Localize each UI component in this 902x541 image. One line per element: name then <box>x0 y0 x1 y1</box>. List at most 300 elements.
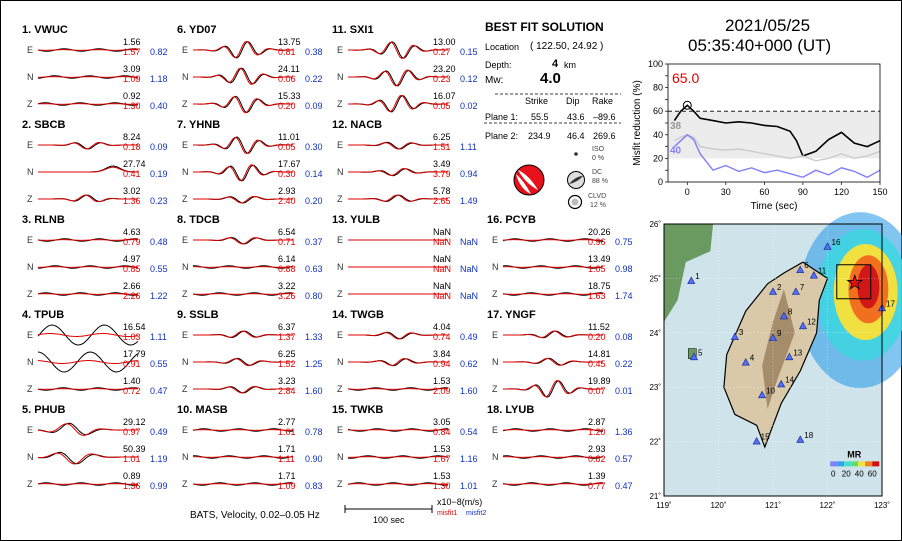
channel-row <box>332 227 482 253</box>
station-id-label: 17 <box>886 299 895 309</box>
y-tick-label: 100 <box>647 59 663 69</box>
channel-row <box>332 254 482 280</box>
misfit1-value: 1.03 <box>123 332 141 342</box>
station-id-label: 10 <box>766 386 776 396</box>
peak-amplitude: 20.26 <box>588 227 611 237</box>
channel-label: E <box>27 140 34 150</box>
channel-label: Z <box>182 194 188 204</box>
misfit2-value: 0.15 <box>460 47 478 57</box>
peak-amplitude: 3.84 <box>433 349 451 359</box>
channel-label: E <box>27 45 34 55</box>
misfit2-value: 0.49 <box>460 332 478 342</box>
channel-row <box>22 254 172 280</box>
y-tick-label: 20 <box>652 153 663 164</box>
channel-label: E <box>337 235 344 245</box>
colorbar-swatch <box>865 461 872 466</box>
y-tick-label: 40 <box>652 129 663 140</box>
misfit1-value: 0.85 <box>123 264 141 274</box>
misfit1-value: 0.79 <box>123 237 141 247</box>
x-tick-label: 0 <box>684 187 690 197</box>
channel-row <box>22 37 172 63</box>
misfit2-value: 0.57 <box>615 454 633 464</box>
channel-label: N <box>492 452 499 462</box>
lat-label: 22˚ <box>649 437 661 447</box>
channel-row <box>177 227 327 253</box>
misfit-reduction-chart <box>628 58 890 218</box>
misfit1-value: 1.30 <box>433 481 451 491</box>
station-panel <box>332 24 482 116</box>
station-title: 6. YD07 <box>177 24 217 36</box>
lon-label: 122˚ <box>819 501 836 510</box>
misfit2-value: NaN <box>460 264 479 274</box>
plane1-label: Plane 1: <box>485 112 519 122</box>
units-label: x10−8(m/s) <box>437 497 483 507</box>
colorbar-swatch <box>872 461 879 466</box>
peak-amplitude: 6.14 <box>278 254 296 264</box>
channel-label: Z <box>337 289 343 299</box>
mw-value: 4.0 <box>540 70 561 87</box>
misfit1-value: 0.45 <box>588 359 606 369</box>
misfit2-value: 1.60 <box>305 386 323 396</box>
channel-label: E <box>337 330 344 340</box>
station-panel <box>332 309 482 401</box>
peak-amplitude: 1.71 <box>278 444 296 454</box>
channel-row <box>487 322 637 348</box>
channel-row <box>177 281 327 307</box>
channel-row <box>487 376 637 402</box>
channel-row <box>22 64 172 90</box>
peak-amplitude: 0.92 <box>123 91 141 101</box>
misfit1-value: 3.79 <box>433 169 451 179</box>
peak-amplitude: 5.78 <box>433 186 451 196</box>
channel-label: E <box>337 140 344 150</box>
lat-label: 24˚ <box>649 328 661 338</box>
channel-row <box>177 91 327 117</box>
misfit1-value: NaN <box>433 237 452 247</box>
station-panel <box>177 309 327 401</box>
misfit2-value: 0.14 <box>305 169 323 179</box>
plane2-rake: 269.6 <box>593 131 616 141</box>
peak-amplitude: 2.93 <box>588 444 606 454</box>
misfit2-value: 0.47 <box>615 481 633 491</box>
misfit2-value: 0.09 <box>150 142 168 152</box>
channel-label: Z <box>492 289 498 299</box>
station-title: 16. PCYB <box>487 214 536 226</box>
peak-amplitude: 3.22 <box>278 281 296 291</box>
station-panel <box>177 24 327 116</box>
station-panel <box>22 404 172 496</box>
channel-row <box>22 417 172 443</box>
misfit2-value: 1.22 <box>150 291 168 301</box>
station-title: 12. NACB <box>332 119 383 131</box>
station-title: 7. YHNB <box>177 119 221 131</box>
station-panel <box>177 214 327 306</box>
peak-amplitude: 4.97 <box>123 254 141 264</box>
channel-label: N <box>27 262 34 272</box>
misfit1-value: 1.67 <box>433 454 451 464</box>
misfit1-value: 0.97 <box>123 427 141 437</box>
misfit2-value: 0.94 <box>460 169 478 179</box>
channel-label: N <box>27 452 34 462</box>
misfit2-value: 0.54 <box>460 427 478 437</box>
misfit1-value: 2.26 <box>123 291 141 301</box>
misfit2-value: 0.47 <box>150 386 168 396</box>
misfit2-value: 0.22 <box>305 74 323 84</box>
blue-series-label: 40 <box>670 145 682 157</box>
station-id-label: 5 <box>697 348 703 358</box>
peak-amplitude: 11.01 <box>278 132 300 142</box>
plane1-strike: 55.5 <box>531 112 549 122</box>
lat-label: 21˚ <box>649 492 661 501</box>
peak-amplitude: 1.53 <box>433 471 451 481</box>
station-panel <box>332 119 482 211</box>
misfit2-value: NaN <box>460 237 479 247</box>
channel-label: E <box>492 330 499 340</box>
misfit2-value: 0.22 <box>615 359 633 369</box>
plane2-strike: 234.9 <box>528 131 551 141</box>
misfit1-value: 2.84 <box>278 386 296 396</box>
channel-row <box>177 254 327 280</box>
misfit1-value: NaN <box>433 264 452 274</box>
station-panel <box>332 214 482 306</box>
peak-amplitude: 3.02 <box>123 186 141 196</box>
channel-label: E <box>182 140 189 150</box>
misfit2-value: 0.98 <box>615 264 633 274</box>
station-panel <box>22 119 172 211</box>
peak-amplitude: 14.81 <box>588 349 611 359</box>
station-panel <box>177 404 327 496</box>
colorbar-tick-label: 0 <box>830 469 836 479</box>
y-tick-label: 80 <box>652 82 663 93</box>
channel-label: E <box>182 425 189 435</box>
misfit1-value: 2.65 <box>433 196 451 206</box>
peak-amplitude: 6.54 <box>278 227 296 237</box>
misfit1-value: 0.88 <box>278 264 296 274</box>
peak-amplitude: 6.25 <box>278 349 296 359</box>
y-axis-label: Misfit reduction (%) <box>632 80 643 166</box>
peak-amplitude: 0.89 <box>123 471 141 481</box>
colorbar-swatch <box>844 461 851 466</box>
channel-label: E <box>492 425 499 435</box>
channel-row <box>487 444 637 470</box>
channel-row <box>177 64 327 90</box>
misfit2-value: 0.62 <box>460 359 478 369</box>
misfit2-value: 0.55 <box>150 359 168 369</box>
misfit1-value: 1.09 <box>123 74 141 84</box>
channel-label: Z <box>182 99 188 109</box>
lat-label: 26˚ <box>649 220 661 229</box>
iso-symbol-icon <box>572 150 580 158</box>
peak-amplitude: 13.49 <box>588 254 611 264</box>
plane2-label: Plane 2: <box>485 131 519 141</box>
station-title: 15. TWKB <box>332 404 384 416</box>
colorbar-title: MR <box>847 449 862 460</box>
misfit1-value: 1.30 <box>123 101 141 111</box>
channel-row <box>332 37 482 63</box>
time-scale-label: 100 sec <box>373 515 405 525</box>
misfit2-value: 0.90 <box>305 454 323 464</box>
channel-label: Z <box>492 479 498 489</box>
peak-amplitude: 24.11 <box>278 64 300 74</box>
iso-value: 0 % <box>592 155 605 162</box>
channel-row <box>22 186 172 212</box>
x-tick-label: 60 <box>759 187 770 197</box>
station-id-label: 18 <box>804 430 814 440</box>
channel-label: N <box>182 72 189 82</box>
station-title: 18. LYUB <box>487 404 535 416</box>
misfit2-value: 1.25 <box>305 359 323 369</box>
lat-label: 23˚ <box>649 383 661 393</box>
misfit2-value: 0.40 <box>150 101 168 111</box>
station-title: 17. YNGF <box>487 309 536 321</box>
misfit1-value: 0.20 <box>278 101 296 111</box>
misfit1-value: 1.52 <box>278 359 296 369</box>
channel-label: N <box>27 357 34 367</box>
misfit2-value: 1.19 <box>150 454 168 464</box>
channel-label: N <box>337 357 344 367</box>
misfit1-value: 1.01 <box>123 454 141 464</box>
misfit2-value: 1.36 <box>615 427 633 437</box>
clvd-symbol-icon <box>567 194 583 210</box>
peak-amplitude: 6.25 <box>433 132 451 142</box>
peak-amplitude: 50.39 <box>123 444 146 454</box>
colorbar-tick-label: 20 <box>841 469 851 479</box>
station-panel <box>487 214 637 306</box>
peak-amplitude: 3.49 <box>433 159 451 169</box>
focal-mechanism-beachball <box>512 163 546 197</box>
channel-row <box>22 159 172 185</box>
channel-row <box>22 132 172 158</box>
lon-label: 121˚ <box>764 501 782 510</box>
y-tick-label: 60 <box>652 106 663 117</box>
peak-amplitude: 1.56 <box>123 37 141 47</box>
channel-row <box>177 376 327 402</box>
station-panel <box>332 404 482 496</box>
channel-row <box>332 376 482 402</box>
misfit2-value: 1.18 <box>150 74 168 84</box>
channel-row <box>22 227 172 253</box>
misfit1-value: 0.27 <box>433 47 451 57</box>
misfit2-value: 0.48 <box>150 237 168 247</box>
best-value-label: 65.0 <box>672 69 700 86</box>
channel-row <box>332 91 482 117</box>
misfit1-value: 0.77 <box>588 481 606 491</box>
x-tick-label: 30 <box>720 187 731 197</box>
station-panel <box>177 119 327 211</box>
peak-amplitude: 3.23 <box>278 376 296 386</box>
strike-header: Strike <box>525 96 549 106</box>
channel-row <box>487 349 637 375</box>
channel-row <box>22 91 172 117</box>
station-id-label: 16 <box>831 237 841 247</box>
channel-label: E <box>337 45 344 55</box>
peak-amplitude: 8.24 <box>123 132 141 142</box>
lat-label: 25˚ <box>649 274 661 284</box>
channel-row <box>332 349 482 375</box>
gray-series-label: 38 <box>670 120 682 132</box>
plane2-dip: 46.4 <box>567 131 585 141</box>
channel-label: N <box>182 167 189 177</box>
misfit1-value: 1.01 <box>278 427 296 437</box>
misfit2-value: 0.63 <box>305 264 323 274</box>
station-title: 11. SXI1 <box>332 24 374 36</box>
station-panel <box>22 309 172 401</box>
mr-field-peak <box>857 265 879 309</box>
misfit2-value: 0.55 <box>150 264 168 274</box>
colorbar-swatch <box>851 461 858 466</box>
misfit2-value: 1.11 <box>460 142 477 152</box>
channel-row <box>332 159 482 185</box>
channel-label: N <box>182 452 189 462</box>
lon-label: 119˚ <box>656 501 672 510</box>
station-title: 3. RLNB <box>22 214 65 226</box>
misfit2-value: 1.11 <box>150 332 167 342</box>
channel-label: N <box>492 262 499 272</box>
origin-time: 05:35:40+000 (UT) <box>688 36 832 55</box>
misfit1-value: 1.51 <box>433 142 451 152</box>
misfit1-value: 0.20 <box>588 332 606 342</box>
peak-amplitude: NaN <box>433 254 452 264</box>
depth-value: 4 <box>552 58 559 70</box>
channel-label: N <box>492 357 499 367</box>
misfit1-value: 1.37 <box>278 332 296 342</box>
location-value: ( 122.50, 24.92 ) <box>530 41 604 52</box>
station-title: 2. SBCB <box>22 119 66 131</box>
misfit1-value: 1.05 <box>588 264 606 274</box>
peak-amplitude: 27.74 <box>123 159 146 169</box>
peak-amplitude: 1.53 <box>433 444 451 454</box>
channel-label: Z <box>337 194 343 204</box>
misfit2-legend: misfit2 <box>466 510 487 517</box>
station-id-label: 15 <box>760 432 770 442</box>
misfit1-value: 0.41 <box>123 169 141 179</box>
misfit1-value: 0.30 <box>278 169 296 179</box>
misfit2-value: 0.99 <box>150 481 168 491</box>
misfit1-value: 0.05 <box>278 142 296 152</box>
station-title: 5. PHUB <box>22 404 66 416</box>
station-id-label: 9 <box>777 329 782 339</box>
channel-label: N <box>337 262 344 272</box>
channel-label: Z <box>337 99 343 109</box>
misfit2-value: 1.01 <box>460 481 478 491</box>
misfit1-value: 0.05 <box>433 101 451 111</box>
station-panel <box>22 24 172 116</box>
peak-amplitude: NaN <box>433 281 452 291</box>
channel-label: Z <box>337 384 343 394</box>
station-title: 10. MASB <box>177 404 228 416</box>
channel-row <box>177 444 327 470</box>
station-panel <box>487 309 637 401</box>
channel-row <box>177 349 327 375</box>
depth-unit: km <box>564 60 576 70</box>
peak-amplitude: 2.77 <box>278 417 296 427</box>
misfit2-value: 0.01 <box>615 386 633 396</box>
channel-row <box>332 186 482 212</box>
station-id-label: 4 <box>749 353 755 363</box>
misfit2-value: 1.33 <box>305 332 323 342</box>
colorbar-swatch <box>858 461 865 466</box>
peak-amplitude: 11.52 <box>588 322 610 332</box>
misfit1-value: 3.26 <box>278 291 296 301</box>
misfit1-value: 0.71 <box>278 237 296 247</box>
channel-label: Z <box>182 289 188 299</box>
iso-label: ISO <box>592 146 605 153</box>
station-title: 13. YULB <box>332 214 381 226</box>
channel-row <box>332 132 482 158</box>
misfit2-value: 0.20 <box>305 196 323 206</box>
misfit1-value: NaN <box>433 291 452 301</box>
misfit2-value: 0.49 <box>150 427 168 437</box>
peak-amplitude: NaN <box>433 227 452 237</box>
channel-label: Z <box>27 99 33 109</box>
channel-label: Z <box>27 384 33 394</box>
lon-label: 123˚ <box>873 501 891 510</box>
peak-amplitude: 1.39 <box>588 471 606 481</box>
misfit2-value: 0.83 <box>305 481 323 491</box>
misfit2-value: 1.49 <box>460 196 478 206</box>
station-title: 4. TPUB <box>22 309 65 321</box>
channel-row <box>177 37 327 63</box>
misfit1-value: 0.74 <box>433 332 451 342</box>
origin-date: 2021/05/25 <box>725 16 811 35</box>
channel-label: N <box>27 167 34 177</box>
misfit2-value: 0.75 <box>615 237 633 247</box>
depth-label: Depth: <box>485 60 512 70</box>
misfit2-value: 0.09 <box>305 101 323 111</box>
peak-amplitude: 3.09 <box>123 64 141 74</box>
channel-label: E <box>182 330 189 340</box>
channel-label: N <box>182 262 189 272</box>
misfit2-value: 0.23 <box>150 196 168 206</box>
mw-label: Mw: <box>485 75 504 86</box>
channel-row <box>332 281 482 307</box>
misfit2-value: 0.78 <box>305 427 323 437</box>
clvd-value: 12 % <box>590 202 606 209</box>
station-title: 14. TWGB <box>332 309 384 321</box>
channel-label: N <box>337 72 344 82</box>
channel-row <box>177 471 327 497</box>
misfit1-value: 0.81 <box>278 47 296 57</box>
station-id-label: 6 <box>804 261 809 271</box>
misfit1-value: 1.36 <box>123 481 141 491</box>
peak-amplitude: 1.71 <box>278 471 296 481</box>
dip-header: Dip <box>566 96 580 106</box>
channel-label: N <box>27 72 34 82</box>
lon-label: 120˚ <box>710 501 727 510</box>
dc-symbol-icon <box>566 170 586 190</box>
peak-amplitude: 6.37 <box>278 322 296 332</box>
channel-label: N <box>337 452 344 462</box>
misfit1-value: 0.94 <box>433 359 451 369</box>
channel-row <box>22 281 172 307</box>
plane1-rake: –89.6 <box>593 112 616 122</box>
filter-text: BATS, Velocity, 0.02–0.05 Hz <box>190 510 320 521</box>
colorbar-swatch <box>837 461 844 466</box>
y-tick-label: 0 <box>657 177 663 187</box>
station-title: 9. SSLB <box>177 309 219 321</box>
channel-row <box>22 444 172 470</box>
station-id-label: 11 <box>817 266 827 276</box>
station-id-label: 7 <box>799 283 805 292</box>
misfit1-value: 0.96 <box>588 237 606 247</box>
misfit2-value: 0.37 <box>305 237 323 247</box>
channel-row <box>177 186 327 212</box>
channel-row <box>332 417 482 443</box>
peak-amplitude: 17.79 <box>123 349 146 359</box>
dc-value: 88 % <box>592 178 608 185</box>
misfit2-value: 0.02 <box>460 101 478 111</box>
misfit2-value: 0.19 <box>150 169 168 179</box>
